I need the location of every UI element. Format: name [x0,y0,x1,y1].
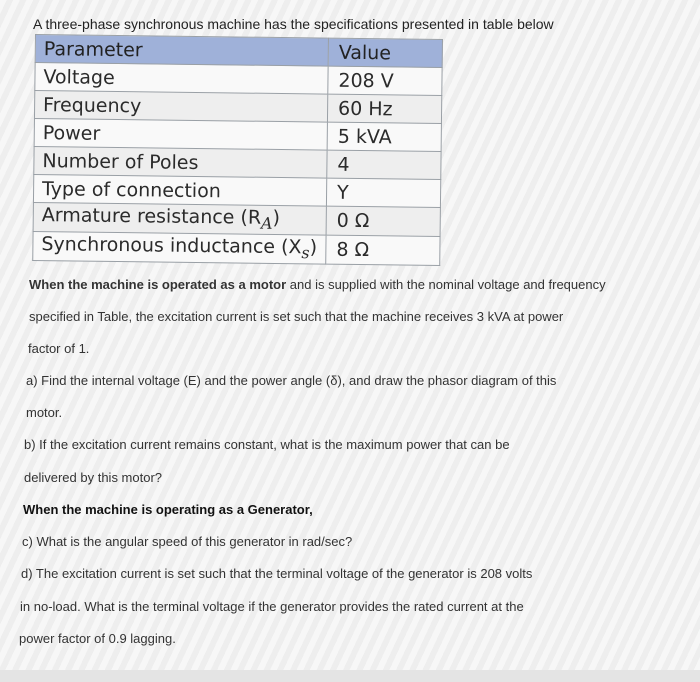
value-cell: 60 Hz [327,94,441,123]
param-label: Armature resistance (R [41,204,262,229]
motor-heading: When the machine is operated as a motor [29,277,287,292]
param-subscript: s [301,242,310,262]
header-value: Value [328,38,442,67]
question-c: c) What is the angular speed of this generator in rad/sec? [22,534,353,549]
specifications-table [32,34,443,266]
param-cell: Type of connection [33,174,326,206]
value-cell: 4 [327,150,441,179]
question-d-line1: d) The excitation current is set such that the terminal voltage of the generator is 208 volts [21,566,533,581]
param-cell: Frequency [34,91,327,123]
motor-paragraph-line3: factor of 1. [28,341,90,356]
param-cell [33,202,326,234]
question-b-line2: delivered by this motor? [24,470,163,485]
motor-line1-rest: and is supplied with the nominal voltage and frequency [286,277,606,292]
motor-paragraph-line1 [29,277,606,292]
param-cell: Number of Poles [34,146,327,178]
question-b-line1: b) If the excitation current remains constant, what is the maximum power that can be [24,437,510,452]
generator-heading: When the machine is operating as a Generator, [23,502,313,517]
param-subscript: A [260,213,273,233]
page-bottom-edge [0,670,700,682]
question-a-line1: a) Find the internal voltage (E) and the power angle (δ), and draw the phasor diagram of this [26,373,557,388]
value-cell: 0 Ω [326,206,440,236]
value-cell: Y [326,178,440,207]
value-cell: 5 kVA [327,122,441,151]
param-cell: Voltage [35,63,328,95]
param-label: Synchronous inductance (X [41,232,302,259]
question-d-line2: in no-load. What is the terminal voltage if the generator provides the rated current at the [20,599,524,614]
question-a-line2: motor. [26,405,63,420]
param-cell: Power [34,118,327,150]
value-cell: 208 V [328,66,442,95]
value-cell: 8 Ω [326,235,440,265]
header-parameter: Parameter [35,35,328,67]
param-cell [33,231,326,263]
param-close: ) [272,206,281,230]
question-d-line3: power factor of 0.9 lagging. [19,631,176,646]
intro-text: A three-phase synchronous machine has the specifications presented in table below [33,16,554,32]
param-close: ) [309,236,318,259]
table-row [33,231,440,265]
motor-paragraph-line2: specified in Table, the excitation current is set such that the machine receives 3 kVA at power [29,309,564,324]
